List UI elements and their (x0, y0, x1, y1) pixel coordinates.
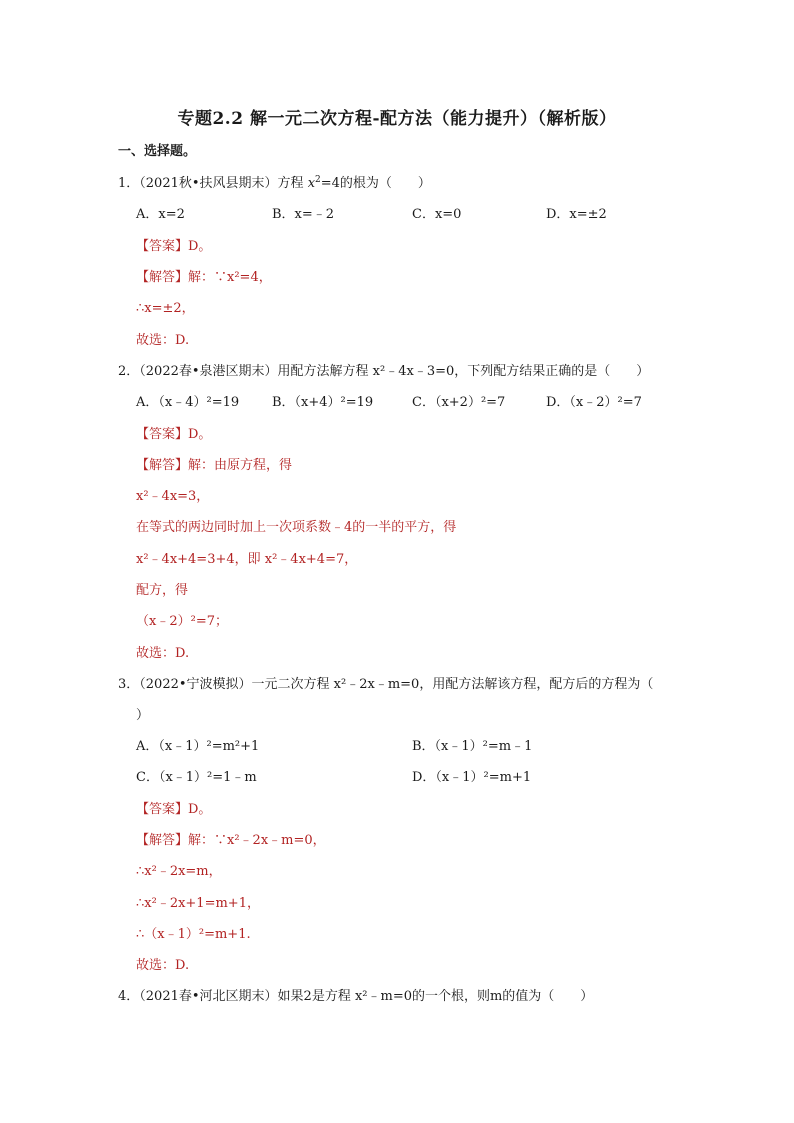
analysis-line: x²﹣4x=3， (136, 489, 210, 504)
analysis-line: ∴（x﹣1）²=m+1. (136, 927, 251, 942)
analysis-line: 在等式的两边同时加上一次项系数﹣4的一半的平方，得 (136, 520, 457, 535)
option-b: B．（x+4）²=19 (272, 395, 374, 410)
analysis: 【解答】解：由原方程，得 (136, 458, 293, 473)
question-source: （2021秋•扶风县期末） (139, 176, 278, 191)
question-number: 4． (118, 989, 140, 1004)
analysis: 【解答】解：∵x²=4， (136, 270, 272, 285)
option-d: D．x=±2 (546, 207, 607, 222)
analysis-line: ∴x²﹣2x+1=m+1， (136, 896, 260, 911)
section-heading: 一、选择题。 (118, 144, 197, 159)
option-d: D．（x﹣2）²=7 (546, 395, 642, 410)
conclusion: 故选：D. (136, 958, 190, 973)
question-3-stem: 3．（2022•宁波模拟）一元二次方程 x²﹣2x﹣m=0，用配方法解该方程，配方后的方程为（ (118, 677, 654, 692)
option-b: B．x=﹣2 (272, 207, 335, 222)
question-number: 2． (118, 364, 140, 379)
question-1-stem: 1．（2021秋•扶风县期末）方程 $x^2=4$的根为（ ） (118, 175, 431, 191)
option-a: A．x=2 (136, 207, 185, 222)
page-title: 专题2.2 解一元二次方程-配方法（能力提升）（解析版） (177, 109, 617, 129)
analysis-line: （x﹣2）²=7； (136, 614, 228, 629)
option-a: A．（x﹣1）²=m²+1 (136, 739, 260, 754)
question-number: 3． (118, 677, 140, 692)
conclusion: 故选：D. (136, 333, 190, 348)
question-source: （2021春•河北区期末） (139, 989, 278, 1004)
option-a: A．（x﹣4）²=19 (136, 395, 240, 410)
question-3-stem-cont: ） (136, 708, 150, 723)
option-c: C．（x﹣1）²=1﹣m (136, 770, 257, 785)
question-number: 1． (118, 176, 140, 191)
option-d: D．（x﹣1）²=m+1 (412, 770, 532, 785)
question-2-stem: 2．（2022春•泉港区期末）用配方法解方程 x²﹣4x﹣3=0，下列配方结果正确的是（ ） (118, 364, 650, 379)
analysis: 【解答】解：∵x²﹣2x﹣m=0， (136, 833, 326, 848)
answer: 【答案】D。 (136, 427, 212, 442)
analysis-line: 配方，得 (136, 583, 189, 598)
option-c: C．x=0 (412, 207, 462, 222)
question-4-stem: 4．（2021春•河北区期末）如果2是方程 x²﹣m=0的一个根，则m的值为（ ） (118, 989, 594, 1004)
answer: 【答案】D。 (136, 802, 212, 817)
analysis-line: ∴x=±2， (136, 301, 195, 316)
option-b: B．（x﹣1）²=m﹣1 (412, 739, 533, 754)
option-c: C．（x+2）²=7 (412, 395, 506, 410)
analysis-line: x²﹣4x+4=3+4，即 x²﹣4x+4=7， (136, 552, 358, 567)
question-source: （2022春•泉港区期末） (139, 364, 278, 379)
analysis-line: ∴x²﹣2x=m， (136, 864, 222, 879)
answer: 【答案】D。 (136, 239, 212, 254)
conclusion: 故选：D. (136, 646, 190, 661)
question-source: （2022•宁波模拟） (139, 677, 252, 692)
